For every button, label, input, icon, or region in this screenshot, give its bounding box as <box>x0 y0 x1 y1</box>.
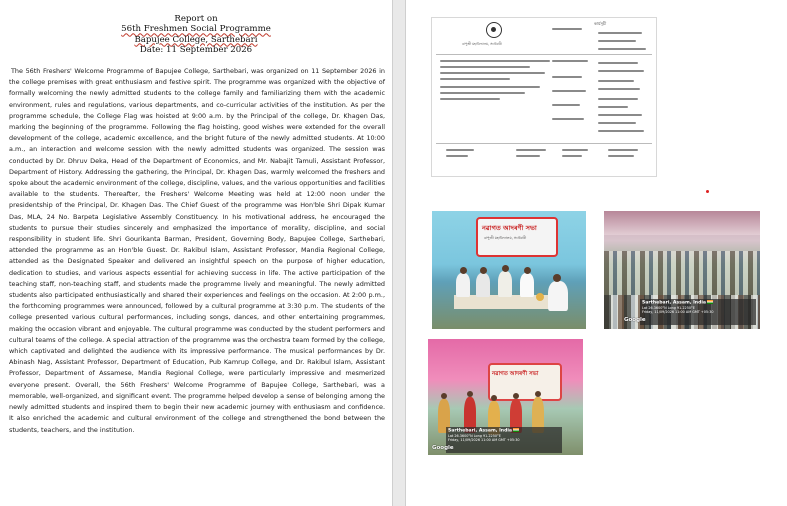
college-seal-icon <box>486 22 502 38</box>
report-date: Date: 11 September 2026 <box>139 44 253 55</box>
stray-mark <box>706 190 709 193</box>
tent-roof <box>604 211 760 235</box>
geo-tag <box>640 299 756 325</box>
letter-text-line <box>598 62 638 64</box>
letter-rule <box>436 54 652 55</box>
letter-text-line <box>598 88 640 90</box>
dancer-head <box>513 393 519 399</box>
letter-text-line <box>440 66 530 68</box>
programme-title: 56th Freshmen Social Programme <box>121 24 271 35</box>
dance-banner-text: নৱাগত আদৰণী সভা <box>492 371 539 377</box>
letter-signature <box>516 149 546 151</box>
letter-text-line <box>440 86 540 88</box>
dignitary <box>456 273 470 297</box>
report-header <box>0 14 392 55</box>
stage-banner-subtext: বাপুজী মহাবিদ্যালয়, সৰ্থেবাৰী <box>484 236 527 240</box>
letter-header-right: কাৰ্যসূচী <box>594 21 607 26</box>
report-paragraph: The 56th Freshers' Welcome Programme of Bapujee College, Sarthebari, was organized on 11 September 2026 in the college premises with great enthusiasm and festive spirit. The programme was organized with the objective of formally welcoming the newly admitted students to the college family and familiarizing them with the academic environment, rules and regulations, various departments, and co-curricular activities of the institution. As per the programme schedule, the College Flag was hoisted at 9:00 a.m. by the Principal of the college, Dr. Khagen Das, marking the beginning of the programme. Following the flag hoisting, good wishes were extended for the overall development of the college, academic excellence, and the bright future of the newly admitted students. At 10:00 a.m., an interaction and welcome session with the newly admitted students was organized. The session was conducted by Dr. Dhruv Deka, Head of the Department of Economics, and Mr. Nabajit Tamuli, Assistant Professor, Department of History. Addressing the gathering, the Principal, Dr. Khagen Das, warmly welcomed the freshers and spoke about the academic environment of the college, discipline, values, and the various opportunities and facilities available to the students. Thereafter, the Freshers' Welcome Meeting was held at 12:00 noon under the presidentship of the Principal, Dr. Khagen Das. The Chief Guest of the programme was Hon'ble Shri Dipak Kumar Das, MLA, 24 No. Barpeta Legislative Assembly Constituency. In his motivational address, he encouraged the students to pursue their studies sincerely and emphasized the importance of morality, discipline, and social responsibility in student life. Shri Gourikanta Barman, President, Governing Body, Bapujee College, Sarthebari, attended the programme as an Hon'ble Guest. Dr. Rakibul Islam, Assistant Professor, Mandia Regional College, attended as the Designated Speaker and delivered an insightful speech on the purpose of higher education, dedication to studies, and various aspects essential for achieving success in life. The active participation of the teaching staff, non-teaching staff, and students made the programme lively and meaningful. The newly admitted students also participated enthusiastically and shared their experiences and feelings on the occasion. At 2:00 p.m., the forthcoming programmes were announced, followed by a cultural programme at 3:30 p.m. The students of the college presented various cultural performances, including songs, dances, and other entertaining programmes, making the occasion vibrant and enjoyable. The cultural programme was conducted by the student performers and cultural teams of the college. A special attraction of the programme was the orchestra team formed by the college, which captivated and delighted the audience with its impressive performance. The musical performances by Dr. Abinash Nag, Assistant Professor, Department of Education, Pub Kamrup College, and Dr. Rakibul Islam, Assistant Professor, Department of Assamese, Mandia Regional College, were particularly impressive and mesmerized everyone present. Overall, the 56th Freshers' Welcome Programme of Bapujee College, Sarthebari, was a memorable, well-organized, and significant event. The programme helped develop a sense of belonging among the newly admitted students and inspired them to begin their new academic journey with enthusiasm and confidence. It also enriched the academic and cultural environment of the college and strengthened the bond between the students, teachers, and the institution. <box>9 67 385 434</box>
geo-coordinates: Lat 26.3600°N Long 91.2250°E <box>448 433 501 438</box>
letter-text-line <box>598 48 646 50</box>
letter-signature <box>608 149 638 151</box>
dignitary-head <box>502 265 509 272</box>
report-page <box>0 0 392 506</box>
dancer-head <box>535 391 541 397</box>
flower-bouquet <box>536 293 544 301</box>
letter-text-line <box>598 80 634 82</box>
letter-text-line <box>440 60 550 62</box>
report-body <box>9 66 385 436</box>
letter-signature-sub <box>562 155 582 157</box>
stage-photo <box>432 211 586 329</box>
google-logo: Google <box>624 317 646 323</box>
dancer-head <box>441 393 447 399</box>
dignitary-head <box>480 267 487 274</box>
stage-banner-text: নৱাগত আদৰণী সভা <box>482 224 537 232</box>
letter-text-line <box>598 114 642 116</box>
geo-date: Friday, 11/09/2026 11:00 AM GMT +05:30 <box>448 438 520 443</box>
notice-letter-image <box>432 18 656 176</box>
dignitary-head <box>460 267 467 274</box>
geo-tag <box>446 427 562 453</box>
geo-location: Sarthebari, Assam, India <box>448 428 560 434</box>
letter-text-line <box>598 98 638 100</box>
letter-text-line <box>598 40 636 42</box>
letter-text-line <box>598 106 628 108</box>
page-gutter <box>392 0 406 506</box>
letter-office: বাপুজী মহাবিদ্যালয়, সৰ্থেবাৰী <box>462 42 502 46</box>
india-flag-icon <box>513 428 519 432</box>
college-name: Bapujee College, Sarthebari <box>134 34 258 45</box>
dancer-head <box>491 395 497 401</box>
letter-text-line <box>552 90 586 92</box>
letter-signature-sub <box>608 155 634 157</box>
dignitary <box>520 273 534 297</box>
geo-date: Friday, 11/09/2026 11:00 AM GMT +05:30 <box>642 310 714 315</box>
audience-photo <box>604 211 760 329</box>
letter-text-line <box>552 28 582 30</box>
dancer-head <box>467 391 473 397</box>
letter-text-line <box>598 130 644 132</box>
letter-text-line <box>440 98 500 100</box>
letter-text-line <box>552 118 584 120</box>
letter-text-line <box>552 104 580 106</box>
report-heading: Report on <box>174 14 218 24</box>
letter-text-line <box>598 122 636 124</box>
letter-rule-bottom <box>436 143 652 144</box>
letter-text-line <box>552 76 582 78</box>
dignitary-head <box>524 267 531 274</box>
dignitary-head <box>553 274 561 282</box>
letter-signature-sub <box>516 155 540 157</box>
letter-text-line <box>440 72 545 74</box>
india-flag-icon <box>707 300 713 304</box>
dance-banner <box>488 363 562 401</box>
letter-signature-sub <box>446 155 468 157</box>
letter-text-line <box>440 92 525 94</box>
dignitary <box>498 271 512 297</box>
letter-signature <box>446 149 474 151</box>
letter-text-line <box>598 70 644 72</box>
dance-photo <box>428 339 583 455</box>
letter-signature <box>562 149 588 151</box>
dignitary <box>548 281 568 311</box>
letter-text-line <box>440 78 510 80</box>
dignitary <box>476 273 490 297</box>
geo-location: Sarthebari, Assam, India <box>642 300 754 306</box>
letter-text-line <box>552 60 588 62</box>
letter-text-line <box>598 32 642 34</box>
google-logo: Google <box>432 445 454 451</box>
geo-coordinates: Lat 26.3600°N Long 91.2250°E <box>642 305 695 310</box>
